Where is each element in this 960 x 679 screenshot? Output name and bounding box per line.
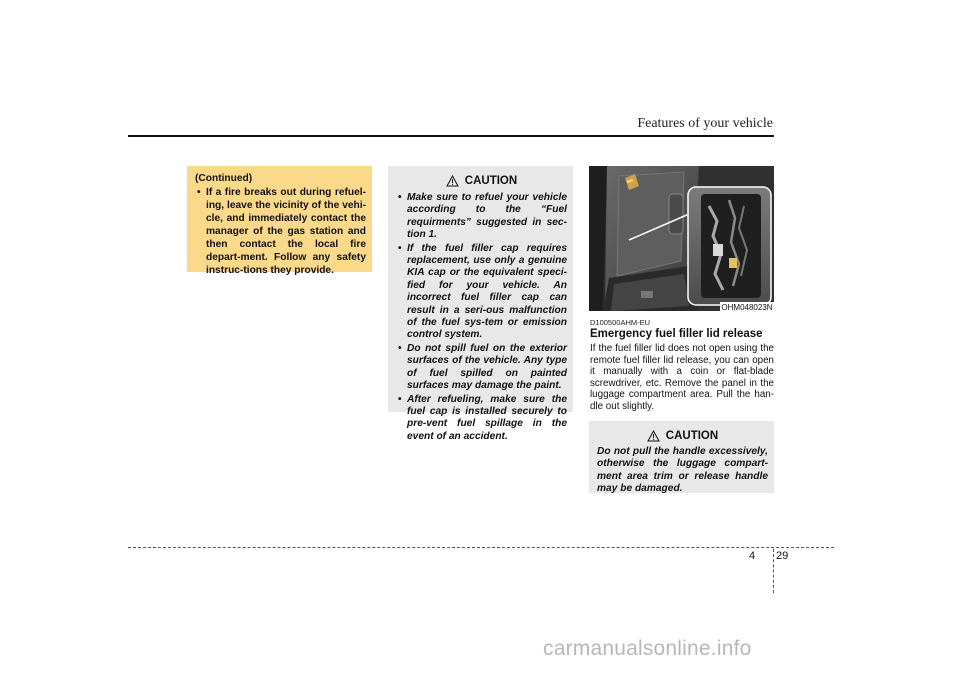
header-title: Features of your vehicle <box>637 116 773 131</box>
caution-header <box>597 427 768 445</box>
warning-triangle-icon <box>446 175 459 187</box>
warning-triangle-icon <box>647 430 660 442</box>
caution-title: CAUTION <box>464 175 518 187</box>
caution-item-spill: • Do not spill fuel on the exterior surfaces of the vehicle. Any type of fuel spilled on painted surfaces may damage the paint. <box>396 343 567 393</box>
caution-header <box>396 172 567 190</box>
caution-item-cap-secure: • After refueling, make sure the fuel cap is installed securely to pre-vent fuel spillage in the event of an accident. <box>396 394 567 444</box>
caution-text: Do not pull the handle excessively, otherwise the luggage compart-ment area trim or release handle may be damaged. <box>597 446 768 495</box>
section-heading: Emergency fuel filler lid release <box>590 328 763 340</box>
page-number: 29 <box>776 550 789 562</box>
page-number-divider <box>773 549 774 593</box>
luggage-compartment-photo <box>589 166 774 311</box>
section-body: If the fuel filler lid does not open using the remote fuel filler lid release, you can open it manually with a coin or flat-blade screwdriver, etc. Remove the panel in the luggage compartment area. Pull the han-dle out slightly. <box>590 343 774 412</box>
caution-title: CAUTION <box>665 430 719 442</box>
footer-rule <box>128 547 834 548</box>
figure-code: OHM048023N <box>721 303 773 312</box>
header-rule <box>128 135 774 137</box>
chapter-number: 4 <box>749 550 756 562</box>
warning-box <box>187 166 372 276</box>
warning-list <box>195 186 366 277</box>
caution-item-cap-replacement: • If the fuel filler cap requires replacement, use only a genuine KIA cap or the equivalent speci-fied for your vehicle. An incorrect fuel filler cap can result in a seri-ous malfunction of the fuel sys-tem or emission control system. <box>396 243 567 342</box>
caution-item-fuel-requirement: • Make sure to refuel your vehicle according to the “Fuel requirments” suggested in sec-tion 1. <box>396 192 567 242</box>
section-code: D100500AHM-EU <box>590 318 651 327</box>
luggage-photo-illustration <box>589 166 774 311</box>
continued-label: (Continued) <box>195 173 253 184</box>
watermark: carmanualsonline.info <box>543 637 752 660</box>
caution-box-fuel <box>388 166 573 442</box>
caution-list <box>396 192 567 443</box>
caution-box-handle <box>589 421 774 493</box>
warning-bullet: • If a fire breaks out during refuel-ing, leave the vicinity of the vehi-cle, and immediately contact the manager of the gas station and then contact the local fire depart-ment. Follow any safety instruc-tions they provide. <box>195 186 366 277</box>
